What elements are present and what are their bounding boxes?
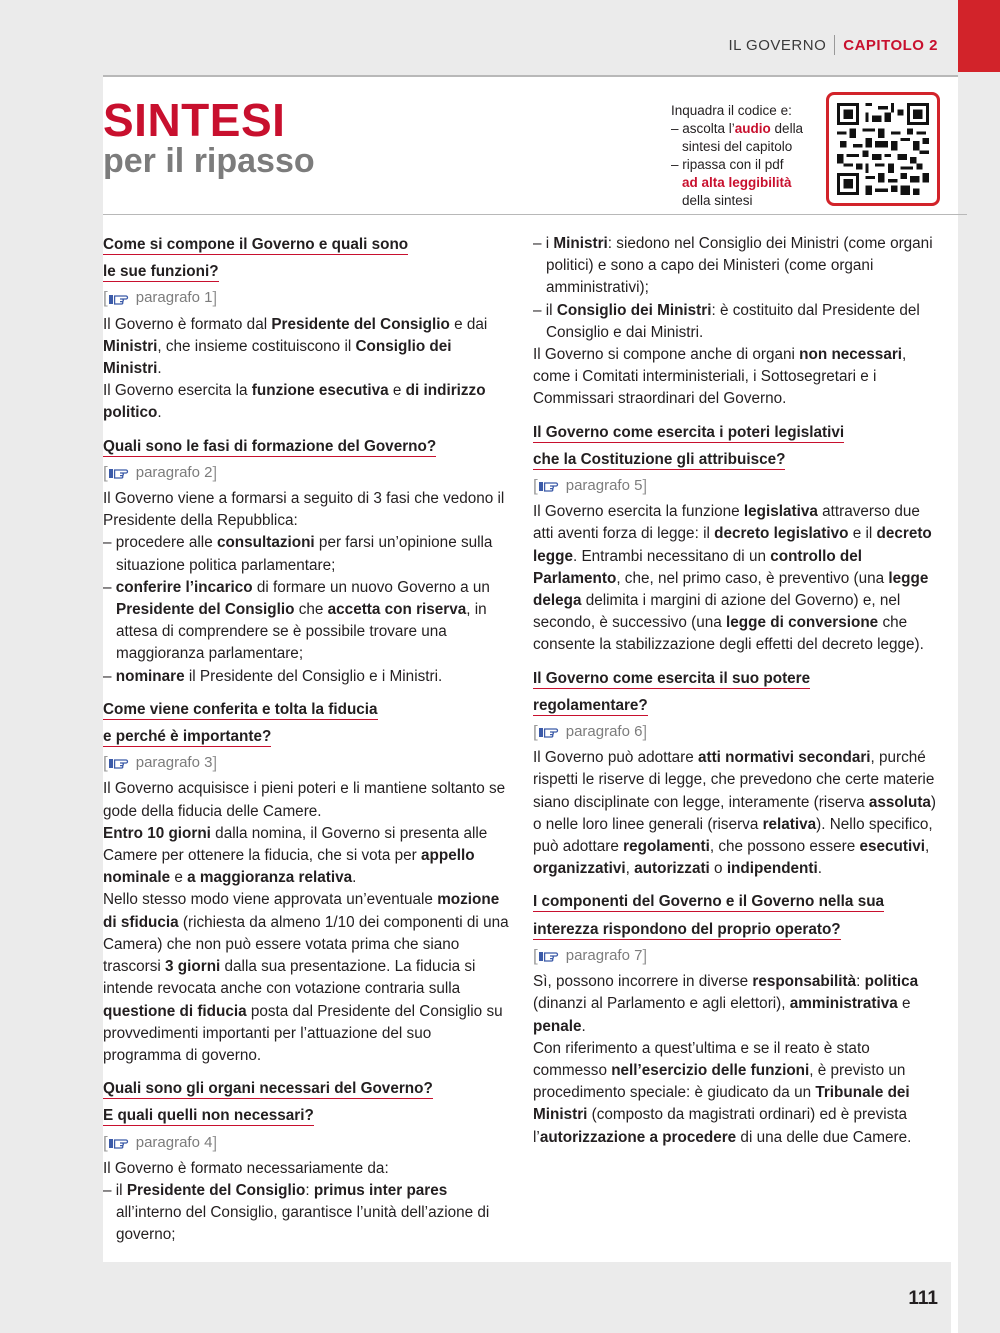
section-4: Quali sono gli organi necessari del Governo? E quali quelli non necessari? [ paragrafo 4 ] Il Governo è formato necessariamente da: – il Presidente del Consiglio: primus inter pares all’interno del Consiglio, garantisce l’unità dell’azione di governo; [103,1077,513,1246]
paragraph-ref[interactable]: [ paragrafo 7 ] [533,945,648,965]
right-column [533,233,943,1159]
pointing-hand-icon [539,479,561,493]
pointing-hand-icon [539,949,561,963]
qr-instructions [671,102,821,210]
section-4-continued: – i Ministri: siedono nel Consiglio dei Ministri (come organi politici) e sono a capo dei Ministeri (come organi amministrativi); – il Consiglio dei Ministri: è costituito dal Presidente del Consiglio e dai Ministri. Il Governo si compone anche di organi non necessari, come i Comitati interministeriali, i Sottosegretari e i Commissari straordinari del Governo. [533,235,933,408]
qr-code-icon[interactable] [826,92,940,206]
qr-line-3: sintesi del capitolo [682,139,793,154]
section-question: Quali sono gli organi necessari del Governo? [103,1080,433,1098]
section-question: interezza rispondono del proprio operato? [533,920,841,938]
section-question: e perché è importante? [103,728,272,746]
paragraph-ref[interactable]: [ paragrafo 6 ] [533,722,648,742]
header-chapter: CAPITOLO 2 [843,36,938,54]
qr-line-4: – ripassa con il pdf [671,157,784,172]
left-column [103,233,513,1257]
section-question: che la Costituzione gli attribuisce? [533,450,786,468]
section-question: I componenti del Governo e il Governo nella sua [533,893,885,911]
section-question: Il Governo come esercita il suo potere [533,669,811,687]
section-question: Il Governo come esercita i poteri legislativi [533,423,845,441]
section-question: Come si compone il Governo e quali sono [103,236,409,253]
section-1: Come si compone il Governo e quali sono le sue funzioni? [ paragrafo 1 ] Il Governo è formato dal Presidente del Consiglio e dai Ministri, che insieme costituiscono il Consiglio dei Ministri. Il Governo esercita la funzione esecutiva e di indirizzo politico. [103,233,513,425]
section-question: Quali sono le fasi di formazione del Governo? [103,437,437,455]
section-2: Quali sono le fasi di formazione del Governo? [ paragrafo 2 ] Il Governo viene a formarsi a seguito di 3 fasi che vedono il Presidente della Repubblica: – procedere alle consultazioni per farsi un’opinione sulla situazione politica parlamentare; – conferire l’incarico di formare un nuovo Governo a un Presidente del Consiglio che accetta con riserva, in attesa di comprendere se è possibile trovare una maggioranza parlamentare; – nominare il Presidente del Consiglio e i Ministri. [103,435,513,688]
header-divider [103,75,958,77]
header-separator [834,35,835,55]
section-7: I componenti del Governo e il Governo nella sua interezza rispondono del proprio operato? [ paragrafo 7 ] Sì, possono incorrere in diverse responsabilità: politica (dinanzi al Parlamento e agli elettori), amministrativa e penale. Con riferimento a quest’ultima e se il reato è stato commesso nell’esercizio delle funzioni, è previsto un procedimento speciale: è giudicato da un Tribunale dei Ministri (composto da magistrati ordinari) ed è prevista l’autorizzazione a procedere di una delle due Camere. [533,890,943,1148]
pointing-hand-icon [109,756,131,770]
title-divider [103,214,967,215]
section-question: E quali quelli non necessari? [103,1107,314,1125]
section-question: le sue funzioni? [103,263,219,281]
paragraph-ref[interactable]: [ paragrafo 3 ] [103,753,218,773]
qr-line-5: ad alta leggibilità [682,175,792,190]
paragraph-ref[interactable]: [ paragrafo 4 ] [103,1132,218,1152]
footer-band [103,1262,951,1333]
qr-line-6: della sintesi [682,193,753,208]
header-section: IL GOVERNO [728,36,827,54]
paragraph-ref[interactable]: [ paragrafo 1 ] [103,288,218,308]
running-header [728,35,938,55]
section-6: Il Governo come esercita il suo potere regolamentare? [ paragrafo 6 ] Il Governo può adottare atti normativi secondari, purché rispetti le riserve di legge, che prevedono che certe materie siano disciplinate con legge, interamente (riserva assoluta) o nelle loro linee generali (riserva relativa). Nello specifico, può adottare regolamenti, che possono essere esecutivi, organizzativi, autorizzati o indipendenti. [533,667,943,881]
pointing-hand-icon [109,1136,131,1150]
section-5: Il Governo come esercita i poteri legislativi che la Costituzione gli attribuisce? [ paragrafo 5 ] Il Governo esercita la funzione legislativa attraverso due atti aventi forza di legge: il decreto legislativo e il decreto legge. Entrambi necessitano di un controllo del Parlamento, che, nel primo caso, è preventivo (una legge delega delimita i margini di azione del Governo) e, nel secondo, è successivo (una legge di conversione che consente la stabilizzazione degli effetti del decreto legge). [533,421,943,657]
paragraph-ref[interactable]: [ paragrafo 2 ] [103,462,218,482]
chapter-tab [958,0,1000,72]
section-question: regolamentare? [533,696,648,714]
qr-line-1: Inquadra il codice e: [671,103,792,118]
paragraph-ref[interactable]: [ paragrafo 5 ] [533,476,648,496]
pointing-hand-icon [109,466,131,480]
section-3: Come viene conferita e tolta la fiducia e perché è importante? [ paragrafo 3 ] Il Governo acquisisce i pieni poteri e li mantiene soltanto se gode della fiducia delle Camere. Entro 10 giorni dalla nomina, il Governo si presenta alle Camere per ottenere la fiducia, che si vota per appello nominale e a maggioranza relativa. Nello stesso modo viene approvata un’eventuale mozione di sfiducia (richiesta da almeno 1/10 dei componenti di una Camera) che non può essere votata prima che siano trascorsi 3 giorni dalla sua presentazione. La fiducia si intende revocata anche con votazione contraria sulla questione di fiducia posta dal Presidente del Consiglio su provvedimenti importanti per l’attuazione del suo programma di governo. [103,698,513,1067]
pointing-hand-icon [539,725,561,739]
section-question: Come viene conferita e tolta la fiducia [103,700,378,718]
page-subtitle: per il ripasso [103,142,315,180]
qr-line-2: – ascolta l’audio della [671,121,804,136]
pointing-hand-icon [109,292,131,306]
page-title: SINTESI [103,94,286,146]
page-number: 111 [908,1288,938,1309]
